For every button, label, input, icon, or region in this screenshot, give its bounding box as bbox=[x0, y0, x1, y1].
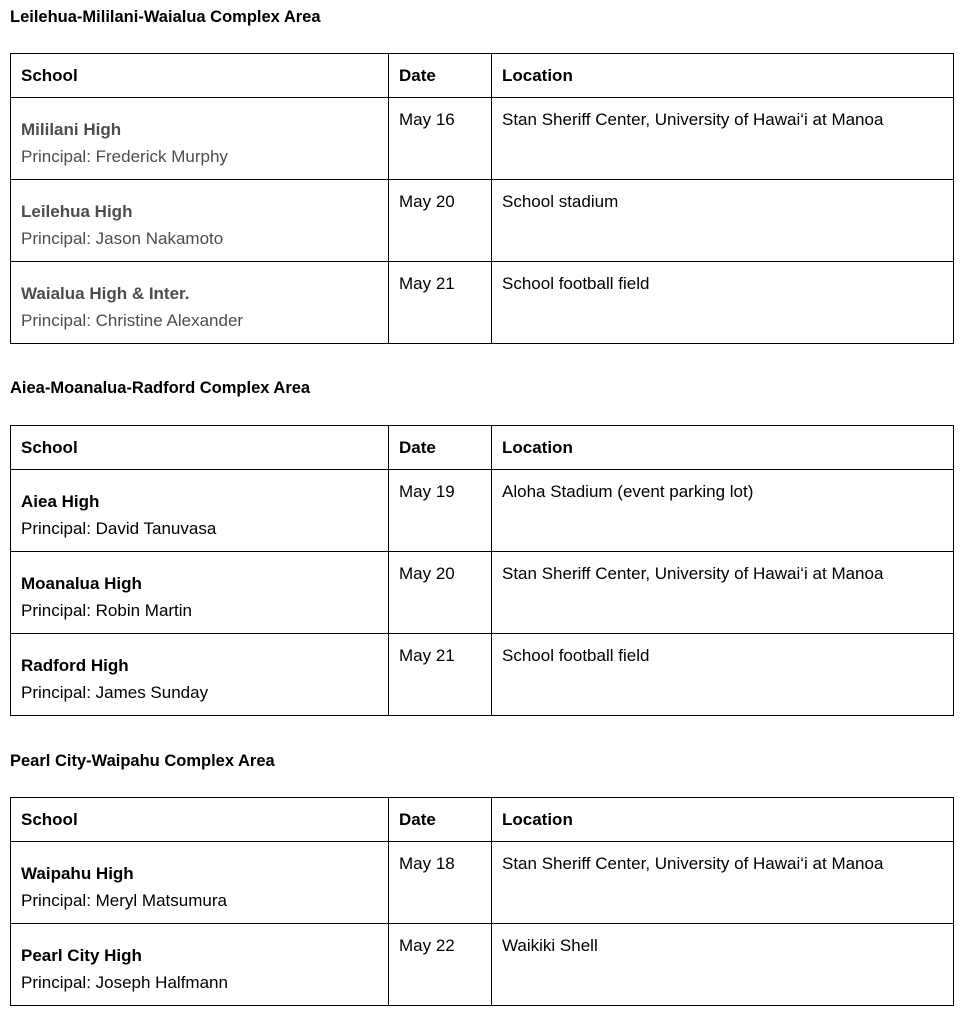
section-title: Pearl City-Waipahu Complex Area bbox=[10, 752, 275, 770]
principal-name: Principal: James Sunday bbox=[21, 683, 209, 702]
section-aiea-moanalua-radford bbox=[10, 378, 953, 702]
section-leilehua-mililani-waialua bbox=[10, 7, 953, 330]
school-name: Radford High bbox=[21, 656, 129, 675]
location-cell: Stan Sheriff Center, University of Hawai‘i at Manoa bbox=[492, 552, 954, 634]
school-name: Leilehua High bbox=[21, 202, 133, 221]
table-header-row bbox=[11, 798, 954, 842]
table-row bbox=[11, 98, 954, 180]
table-header-row bbox=[11, 426, 954, 470]
date-cell: May 20 bbox=[389, 552, 492, 634]
principal-name: Principal: Christine Alexander bbox=[21, 311, 244, 330]
principal-name: Principal: Frederick Murphy bbox=[21, 147, 228, 166]
school-cell bbox=[11, 98, 389, 180]
location-cell: School stadium bbox=[492, 180, 954, 262]
table-row bbox=[11, 552, 954, 634]
schedule-table bbox=[10, 797, 954, 1006]
location-cell: Waikiki Shell bbox=[492, 924, 954, 1006]
principal-name: Principal: Joseph Halfmann bbox=[21, 973, 228, 992]
date-cell: May 19 bbox=[389, 470, 492, 552]
principal-name: Principal: Meryl Matsumura bbox=[21, 891, 227, 910]
column-header-school: School bbox=[11, 426, 389, 470]
school-name: Pearl City High bbox=[21, 946, 142, 965]
school-name: Waialua High & Inter. bbox=[21, 284, 190, 303]
date-cell: May 21 bbox=[389, 634, 492, 716]
date-cell: May 21 bbox=[389, 262, 492, 344]
schedule-table bbox=[10, 53, 954, 344]
schedule-table bbox=[10, 425, 954, 716]
date-cell: May 16 bbox=[389, 98, 492, 180]
school-cell bbox=[11, 552, 389, 634]
location-cell: Stan Sheriff Center, University of Hawai‘i at Manoa bbox=[492, 98, 954, 180]
school-name: Aiea High bbox=[21, 492, 100, 511]
table-row bbox=[11, 842, 954, 924]
school-cell bbox=[11, 634, 389, 716]
date-cell: May 20 bbox=[389, 180, 492, 262]
location-cell: School football field bbox=[492, 634, 954, 716]
table-header-row bbox=[11, 54, 954, 98]
date-cell: May 18 bbox=[389, 842, 492, 924]
principal-name: Principal: David Tanuvasa bbox=[21, 519, 217, 538]
column-header-date: Date bbox=[389, 426, 492, 470]
table-row bbox=[11, 262, 954, 344]
column-header-location: Location bbox=[492, 426, 954, 470]
school-cell bbox=[11, 470, 389, 552]
table-row bbox=[11, 634, 954, 716]
school-cell bbox=[11, 180, 389, 262]
date-cell: May 22 bbox=[389, 924, 492, 1006]
column-header-school: School bbox=[11, 54, 389, 98]
column-header-location: Location bbox=[492, 54, 954, 98]
school-name: Moanalua High bbox=[21, 574, 142, 593]
table-row bbox=[11, 180, 954, 262]
section-title: Leilehua-Mililani-Waialua Complex Area bbox=[10, 8, 321, 26]
school-cell bbox=[11, 924, 389, 1006]
section-title: Aiea-Moanalua-Radford Complex Area bbox=[10, 379, 311, 397]
table-row bbox=[11, 924, 954, 1006]
principal-name: Principal: Robin Martin bbox=[21, 601, 193, 620]
column-header-location: Location bbox=[492, 798, 954, 842]
section-pearl-city-waipahu bbox=[10, 751, 953, 992]
school-cell bbox=[11, 842, 389, 924]
school-cell bbox=[11, 262, 389, 344]
column-header-school: School bbox=[11, 798, 389, 842]
location-cell: Stan Sheriff Center, University of Hawai‘i at Manoa bbox=[492, 842, 954, 924]
school-name: Mililani High bbox=[21, 120, 122, 139]
principal-name: Principal: Jason Nakamoto bbox=[21, 229, 224, 248]
location-cell: Aloha Stadium (event parking lot) bbox=[492, 470, 954, 552]
column-header-date: Date bbox=[389, 54, 492, 98]
column-header-date: Date bbox=[389, 798, 492, 842]
table-row bbox=[11, 470, 954, 552]
school-name: Waipahu High bbox=[21, 864, 134, 883]
location-cell: School football field bbox=[492, 262, 954, 344]
